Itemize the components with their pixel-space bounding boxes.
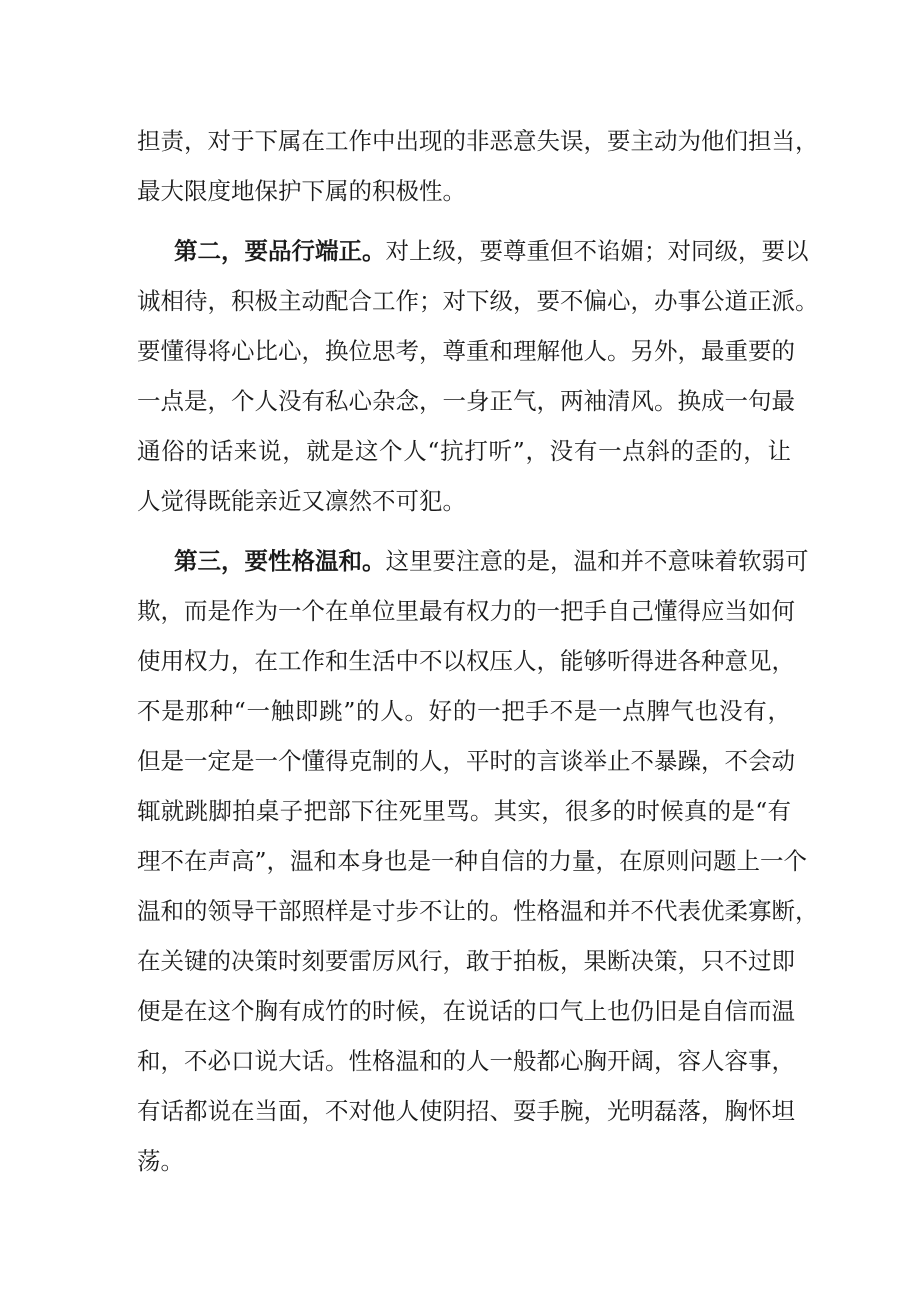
paragraph1-line-1: 担责，对于下属在工作中出现的非恶意失误，要主动为他们担当， (137, 127, 819, 155)
paragraph3-line: 使用权力，在工作和生活中不以权压人，能够听得进各种意见， (137, 647, 795, 675)
paragraph2-line: 人觉得既能亲近又凛然不可犯。 (137, 487, 466, 515)
paragraph3-line: 荡。 (137, 1147, 184, 1175)
paragraph2-line: 要懂得将心比心，换位思考，尊重和理解他人。另外，最重要的 (137, 337, 795, 365)
paragraph3-line: 不是那种“一触即跳”的人。好的一把手不是一点脾气也没有， (137, 697, 791, 725)
paragraph2-line: 一点是，个人没有私心杂念，一身正气，两袖清风。换成一句最 (137, 387, 795, 415)
paragraph3-heading: 第三，要性格温和。 (174, 547, 386, 575)
paragraph3-line: 理不在声高”，温和本身也是一种自信的力量，在原则问题上一个 (137, 847, 808, 875)
paragraph3-line: 但是一定是一个懂得克制的人，平时的言谈举止不暴躁，不会动 (137, 747, 795, 775)
paragraph3-line: 在关键的决策时刻要雷厉风行，敢于拍板，果断决策，只不过即 (137, 947, 795, 975)
paragraph2-line: 诚相待，积极主动配合工作；对下级，要不偏心，办事公道正派。 (137, 287, 819, 315)
paragraph3-first-line (174, 541, 809, 582)
paragraph3-line: 辄就跳脚拍桌子把部下往死里骂。其实，很多的时候真的是“有 (137, 797, 791, 825)
paragraph3-line: 和，不必口说大话。性格温和的人一般都心胸开阔，容人容事， (137, 1047, 795, 1075)
paragraph2-first-line (174, 231, 809, 272)
paragraph2-heading: 第二，要品行端正。 (174, 237, 386, 265)
paragraph3-line: 便是在这个胸有成竹的时候，在说话的口气上也仍旧是自信而温 (137, 997, 795, 1025)
paragraph2-first-line-text: 对上级，要尊重但不谄媚；对同级，要以 (385, 237, 809, 265)
paragraph3-first-line-text: 这里要注意的是，温和并不意味着软弱可 (385, 547, 809, 575)
paragraph3-line: 有话都说在当面，不对他人使阴招、耍手腕，光明磊落，胸怀坦 (137, 1097, 795, 1125)
paragraph1-line-2: 最大限度地保护下属的积极性。 (137, 177, 466, 205)
paragraph2-line: 通俗的话来说，就是这个人“抗打听”，没有一点斜的歪的，让 (137, 437, 791, 465)
paragraph3-line: 温和的领导干部照样是寸步不让的。性格温和并不代表优柔寡断， (137, 897, 819, 925)
paragraph3-line: 欺，而是作为一个在单位里最有权力的一把手自己懂得应当如何 (137, 597, 795, 625)
